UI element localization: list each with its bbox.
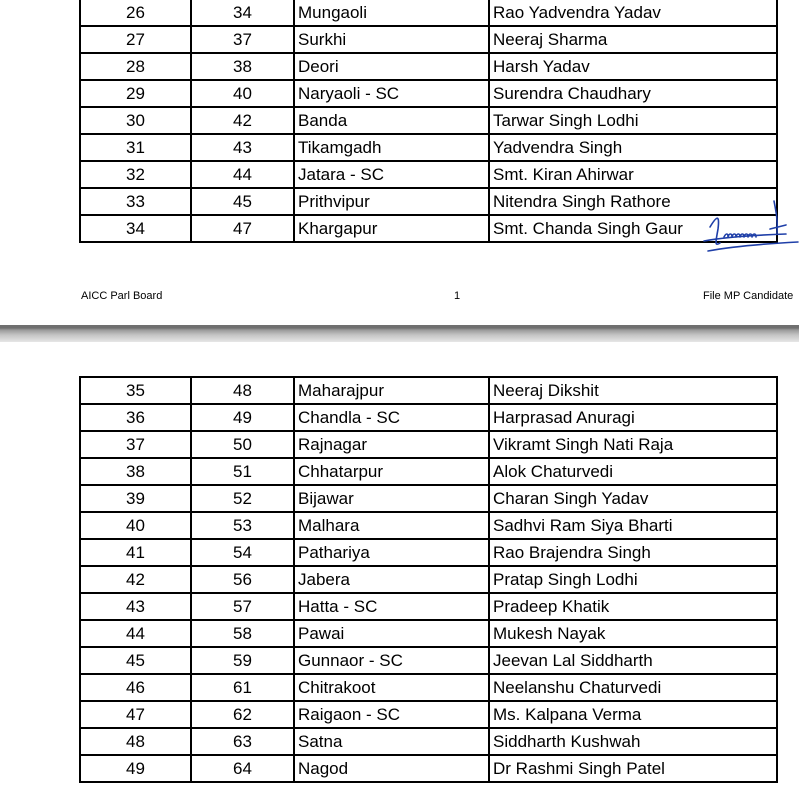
table-row bbox=[80, 377, 777, 404]
ac-number-cell: 49 bbox=[191, 404, 294, 431]
serial-number-cell: 31 bbox=[80, 134, 191, 161]
candidate-name-cell: Ms. Kalpana Verma bbox=[489, 701, 777, 728]
ac-number-cell: 43 bbox=[191, 134, 294, 161]
candidate-name-cell: Rao Brajendra Singh bbox=[489, 539, 777, 566]
serial-number-cell: 47 bbox=[80, 701, 191, 728]
ac-number-cell: 44 bbox=[191, 161, 294, 188]
candidate-name-cell: Yadvendra Singh bbox=[489, 134, 777, 161]
table-row bbox=[80, 620, 777, 647]
serial-number-cell: 48 bbox=[80, 728, 191, 755]
ac-number-cell: 38 bbox=[191, 53, 294, 80]
page-separator bbox=[0, 325, 799, 342]
table-row bbox=[80, 674, 777, 701]
ac-number-cell: 48 bbox=[191, 377, 294, 404]
candidate-name-cell: Neeraj Sharma bbox=[489, 26, 777, 53]
serial-number-cell: 46 bbox=[80, 674, 191, 701]
page-number: 1 bbox=[454, 290, 461, 302]
table-row bbox=[80, 566, 777, 593]
constituency-cell: Chitrakoot bbox=[294, 674, 489, 701]
serial-number-cell: 29 bbox=[80, 80, 191, 107]
table-row bbox=[80, 593, 777, 620]
serial-number-cell: 49 bbox=[80, 755, 191, 782]
serial-number-cell: 34 bbox=[80, 215, 191, 242]
ac-number-cell: 34 bbox=[191, 0, 294, 26]
constituency-cell: Raigaon - SC bbox=[294, 701, 489, 728]
candidate-name-cell: Tarwar Singh Lodhi bbox=[489, 107, 777, 134]
constituency-cell: Satna bbox=[294, 728, 489, 755]
serial-number-cell: 44 bbox=[80, 620, 191, 647]
ac-number-cell: 56 bbox=[191, 566, 294, 593]
document-page-2 bbox=[0, 342, 799, 808]
constituency-cell: Nagod bbox=[294, 755, 489, 782]
constituency-cell: Mungaoli bbox=[294, 0, 489, 26]
candidate-name-cell: Surendra Chaudhary bbox=[489, 80, 777, 107]
serial-number-cell: 27 bbox=[80, 26, 191, 53]
table-row bbox=[80, 485, 777, 512]
candidate-name-cell: Charan Singh Yadav bbox=[489, 485, 777, 512]
document-page-1 bbox=[0, 0, 799, 325]
table-row bbox=[80, 215, 777, 242]
ac-number-cell: 37 bbox=[191, 26, 294, 53]
candidate-name-cell: Harprasad Anuragi bbox=[489, 404, 777, 431]
ac-number-cell: 61 bbox=[191, 674, 294, 701]
constituency-cell: Prithvipur bbox=[294, 188, 489, 215]
table-row bbox=[80, 512, 777, 539]
constituency-cell: Jabera bbox=[294, 566, 489, 593]
serial-number-cell: 38 bbox=[80, 458, 191, 485]
footer-right-text: File MP Candidate bbox=[703, 290, 794, 302]
table-row bbox=[80, 755, 777, 782]
constituency-cell: Chandla - SC bbox=[294, 404, 489, 431]
serial-number-cell: 36 bbox=[80, 404, 191, 431]
table-row bbox=[80, 728, 777, 755]
constituency-cell: Bijawar bbox=[294, 485, 489, 512]
serial-number-cell: 28 bbox=[80, 53, 191, 80]
table-row bbox=[80, 0, 777, 26]
candidate-name-cell: Pratap Singh Lodhi bbox=[489, 566, 777, 593]
serial-number-cell: 43 bbox=[80, 593, 191, 620]
candidate-name-cell: Alok Chaturvedi bbox=[489, 458, 777, 485]
ac-number-cell: 58 bbox=[191, 620, 294, 647]
table-row bbox=[80, 539, 777, 566]
table-row bbox=[80, 647, 777, 674]
footer-left-text: AICC Parl Board bbox=[81, 290, 163, 302]
constituency-cell: Malhara bbox=[294, 512, 489, 539]
serial-number-cell: 33 bbox=[80, 188, 191, 215]
table-row bbox=[80, 404, 777, 431]
table-row bbox=[80, 26, 777, 53]
ac-number-cell: 63 bbox=[191, 728, 294, 755]
table-row bbox=[80, 458, 777, 485]
candidate-name-cell: Pradeep Khatik bbox=[489, 593, 777, 620]
ac-number-cell: 52 bbox=[191, 485, 294, 512]
constituency-cell: Gunnaor - SC bbox=[294, 647, 489, 674]
signature-icon bbox=[690, 193, 799, 263]
candidate-name-cell: Vikramt Singh Nati Raja bbox=[489, 431, 777, 458]
constituency-cell: Banda bbox=[294, 107, 489, 134]
serial-number-cell: 42 bbox=[80, 566, 191, 593]
table-row bbox=[80, 80, 777, 107]
serial-number-cell: 40 bbox=[80, 512, 191, 539]
candidate-table-body bbox=[80, 0, 777, 242]
candidate-name-cell: Mukesh Nayak bbox=[489, 620, 777, 647]
constituency-cell: Jatara - SC bbox=[294, 161, 489, 188]
table-row bbox=[80, 161, 777, 188]
table-row bbox=[80, 701, 777, 728]
candidate-name-cell: Neeraj Dikshit bbox=[489, 377, 777, 404]
ac-number-cell: 42 bbox=[191, 107, 294, 134]
ac-number-cell: 54 bbox=[191, 539, 294, 566]
serial-number-cell: 35 bbox=[80, 377, 191, 404]
constituency-cell: Maharajpur bbox=[294, 377, 489, 404]
serial-number-cell: 30 bbox=[80, 107, 191, 134]
ac-number-cell: 64 bbox=[191, 755, 294, 782]
ac-number-cell: 40 bbox=[191, 80, 294, 107]
candidate-name-cell: Jeevan Lal Siddharth bbox=[489, 647, 777, 674]
serial-number-cell: 26 bbox=[80, 0, 191, 26]
table-row bbox=[80, 134, 777, 161]
candidate-name-cell: Neelanshu Chaturvedi bbox=[489, 674, 777, 701]
candidate-name-cell: Nitendra Singh Rathore bbox=[489, 188, 777, 215]
constituency-cell: Tikamgadh bbox=[294, 134, 489, 161]
candidate-table-page-2 bbox=[79, 376, 778, 783]
ac-number-cell: 45 bbox=[191, 188, 294, 215]
serial-number-cell: 45 bbox=[80, 647, 191, 674]
candidate-name-cell: Siddharth Kushwah bbox=[489, 728, 777, 755]
ac-number-cell: 62 bbox=[191, 701, 294, 728]
table-row bbox=[80, 188, 777, 215]
candidate-name-cell: Harsh Yadav bbox=[489, 53, 777, 80]
table-row bbox=[80, 431, 777, 458]
ac-number-cell: 50 bbox=[191, 431, 294, 458]
candidate-name-cell: Smt. Chanda Singh Gaur bbox=[489, 215, 777, 242]
ac-number-cell: 53 bbox=[191, 512, 294, 539]
constituency-cell: Hatta - SC bbox=[294, 593, 489, 620]
candidate-name-cell: Rao Yadvendra Yadav bbox=[489, 0, 777, 26]
ac-number-cell: 51 bbox=[191, 458, 294, 485]
ac-number-cell: 47 bbox=[191, 215, 294, 242]
constituency-cell: Naryaoli - SC bbox=[294, 80, 489, 107]
constituency-cell: Pawai bbox=[294, 620, 489, 647]
serial-number-cell: 41 bbox=[80, 539, 191, 566]
serial-number-cell: 32 bbox=[80, 161, 191, 188]
candidate-table-body bbox=[80, 377, 777, 782]
ac-number-cell: 59 bbox=[191, 647, 294, 674]
candidate-name-cell: Smt. Kiran Ahirwar bbox=[489, 161, 777, 188]
candidate-table-page-1 bbox=[79, 0, 778, 243]
serial-number-cell: 39 bbox=[80, 485, 191, 512]
candidate-name-cell: Sadhvi Ram Siya Bharti bbox=[489, 512, 777, 539]
serial-number-cell: 37 bbox=[80, 431, 191, 458]
constituency-cell: Pathariya bbox=[294, 539, 489, 566]
constituency-cell: Deori bbox=[294, 53, 489, 80]
constituency-cell: Chhatarpur bbox=[294, 458, 489, 485]
constituency-cell: Surkhi bbox=[294, 26, 489, 53]
table-row bbox=[80, 107, 777, 134]
constituency-cell: Rajnagar bbox=[294, 431, 489, 458]
candidate-name-cell: Dr Rashmi Singh Patel bbox=[489, 755, 777, 782]
constituency-cell: Khargapur bbox=[294, 215, 489, 242]
ac-number-cell: 57 bbox=[191, 593, 294, 620]
table-row bbox=[80, 53, 777, 80]
